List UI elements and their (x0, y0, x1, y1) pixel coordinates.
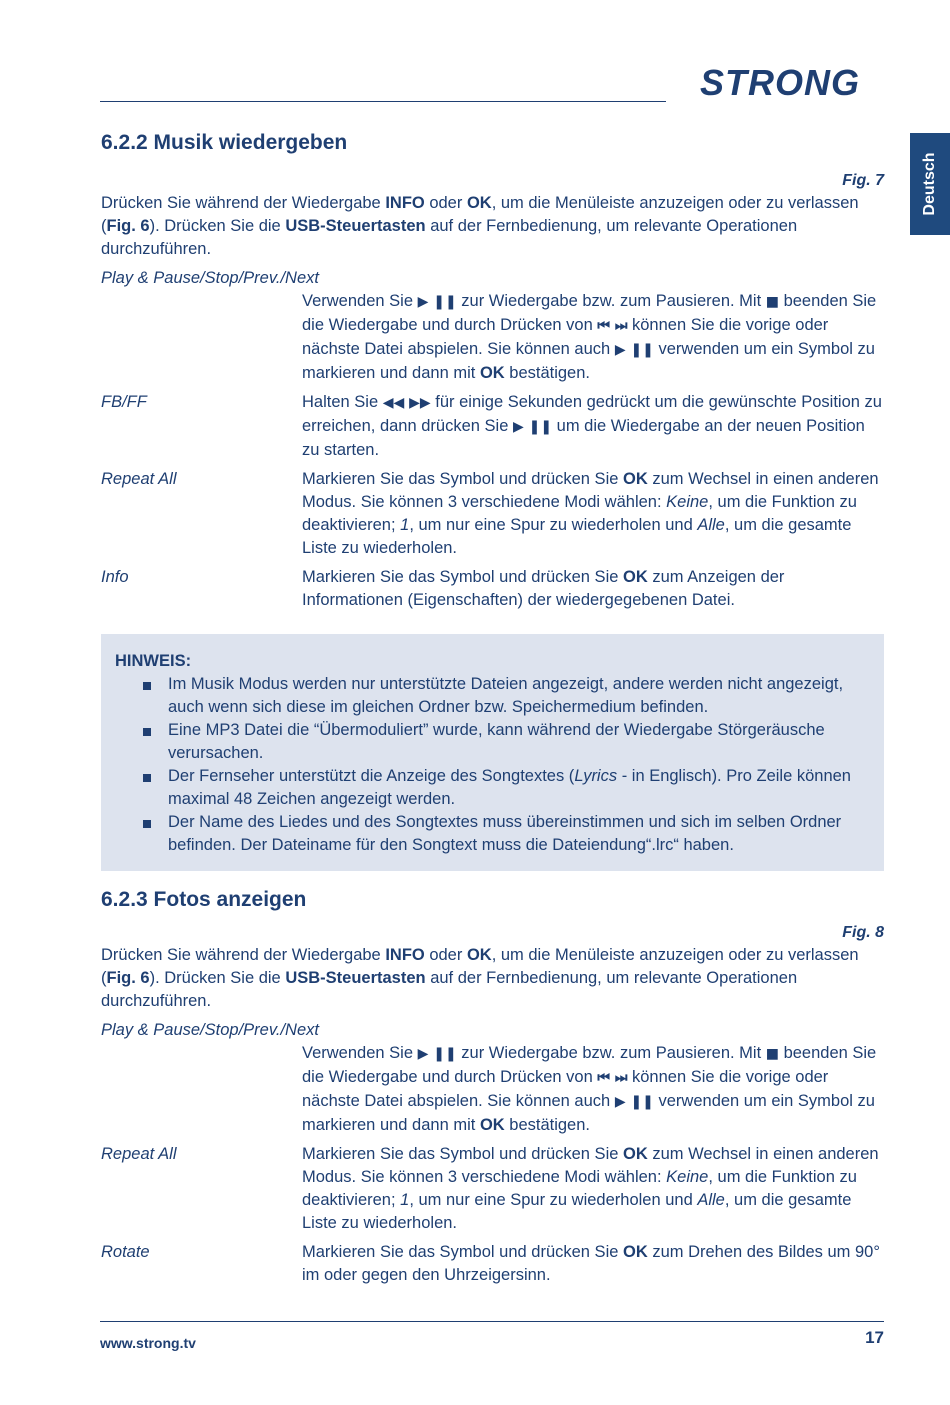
prev-next-icon: ⏮ ⏭ (597, 1070, 628, 1086)
term-repeat-all: Repeat All (101, 1145, 177, 1163)
note-item: Der Name des Liedes und des Songtextes muss übereinstimmen und sich im selben Ordner befinden. Der Dateiname für den Songtext muss die Dateiendung“.lrc“ haben. (115, 811, 870, 857)
term-play-pause: Play & Pause/Stop/Prev./Next (101, 1021, 319, 1039)
page-number: 17 (865, 1328, 884, 1347)
note-title: HINWEIS: (115, 652, 192, 670)
header-rule (100, 101, 666, 102)
row-rotate (101, 1241, 884, 1287)
play-pause-icon: ▶ ❚❚ (417, 294, 457, 310)
note-box (101, 634, 884, 871)
desc-rotate: Markieren Sie das Symbol und drücken Sie OK zum Drehen des Bildes um 90° im oder gegen den Uhrzeigersinn. (302, 1243, 880, 1284)
row-repeat-all (101, 468, 884, 560)
figure-ref-7: Fig. 7 (842, 172, 884, 189)
footer-rule (100, 1321, 884, 1322)
play-pause-icon: ▶ ❚❚ (614, 1094, 654, 1110)
desc-info: Markieren Sie das Symbol und drücken Sie OK zum Anzeigen der Informationen (Eigenschaften) der wiedergegebenen Datei. (302, 568, 785, 609)
term-fbff: FB/FF (101, 393, 147, 411)
play-pause-icon: ▶ ❚❚ (512, 419, 553, 435)
stop-icon: ■ (765, 294, 779, 310)
footer-url: www.strong.tv (100, 1335, 196, 1351)
note-item: Eine MP3 Datei die “Übermoduliert” wurde, kann während der Wiedergabe Störgeräusche verursachen. (115, 719, 870, 765)
row-fbff (101, 391, 884, 462)
svg-text:STRONG: STRONG (700, 62, 861, 102)
section-title-photos: 6.2.3 Fotos anzeigen (101, 888, 307, 911)
desc-fbff: Halten Sie ◀◀ ▶▶ für einige Sekunden gedrückt um die gewünschte Position zu erreichen, dann drücken Sie ▶ ❚❚ um die Wiedergabe an der neuen Position zu starten. (302, 393, 882, 459)
note-item: Im Musik Modus werden nur unterstützte Dateien angezeigt, andere werden nicht angezeigt, auch wenn sich diese im gleichen Ordner bzw. Speichermedium befinden. (115, 673, 870, 719)
desc-play-pause: Verwenden Sie ▶ ❚❚ zur Wiedergabe bzw. zum Pausieren. Mit ■ beenden Sie die Wiedergabe und durch Drücken von ⏮ ⏭ können Sie die vorige oder nächste Datei abspielen. Sie können auch ▶ ❚❚ verwenden um ein Symbol zu markieren und dann mit OK bestätigen. (302, 1044, 877, 1134)
strong-logo (700, 62, 882, 102)
term-repeat-all: Repeat All (101, 470, 177, 488)
row-info (101, 566, 884, 612)
note-list (115, 673, 870, 857)
desc-repeat-all: Markieren Sie das Symbol und drücken Sie OK zum Wechsel in einen anderen Modus. Sie können 3 verschiedene Modi wählen: Keine, um die Funktion zu deaktivieren; 1, um nur eine Spur zu wiederholen und Alle, um die gesamte Liste zu wiederholen. (302, 470, 879, 557)
music-intro: Drücken Sie während der Wiedergabe INFO oder OK, um die Menüleiste anzuzeigen oder zu verlassen (Fig. 6). Drücken Sie die USB-Steuertasten auf der Fernbedienung, um relevante Operationen durchzuführen. (101, 194, 859, 258)
page-content (101, 128, 884, 1287)
term-info: Info (101, 568, 129, 586)
note-item: Der Fernseher unterstützt die Anzeige des Songtextes (Lyrics - in Englisch). Pro Zeile können maximal 48 Zeichen angezeigt werden. (115, 765, 870, 811)
stop-icon: ■ (765, 1046, 779, 1062)
term-rotate: Rotate (101, 1243, 150, 1261)
section-title-music: 6.2.2 Musik wiedergeben (101, 131, 348, 154)
figure-ref-8: Fig. 8 (842, 924, 884, 941)
desc-play-pause: Verwenden Sie ▶ ❚❚ zur Wiedergabe bzw. zum Pausieren. Mit ■ beenden Sie die Wiedergabe und durch Drücken von ⏮ ⏭ können Sie die vorige oder nächste Datei abspielen. Sie können auch ▶ ❚❚ verwenden um ein Symbol zu markieren und dann mit OK bestätigen. (302, 292, 877, 382)
rewind-forward-icon: ◀◀ ▶▶ (382, 395, 431, 411)
language-tab-label: Deutsch (921, 152, 938, 216)
desc-repeat-all: Markieren Sie das Symbol und drücken Sie OK zum Wechsel in einen anderen Modus. Sie können 3 verschiedene Modi wählen: Keine, um die Funktion zu deaktivieren; 1, um nur eine Spur zu wiederholen und Alle, um die gesamte Liste zu wiederholen. (302, 1145, 879, 1232)
play-pause-icon: ▶ ❚❚ (417, 1046, 457, 1062)
prev-next-icon: ⏮ ⏭ (597, 318, 628, 334)
term-play-pause: Play & Pause/Stop/Prev./Next (101, 269, 319, 287)
language-tab (910, 133, 950, 235)
play-pause-icon: ▶ ❚❚ (614, 342, 654, 358)
photos-intro: Drücken Sie während der Wiedergabe INFO oder OK, um die Menüleiste anzuzeigen oder zu verlassen (Fig. 6). Drücken Sie die USB-Steuertasten auf der Fernbedienung, um relevante Operationen durchzuführen. (101, 946, 859, 1010)
row-repeat-all (101, 1143, 884, 1235)
